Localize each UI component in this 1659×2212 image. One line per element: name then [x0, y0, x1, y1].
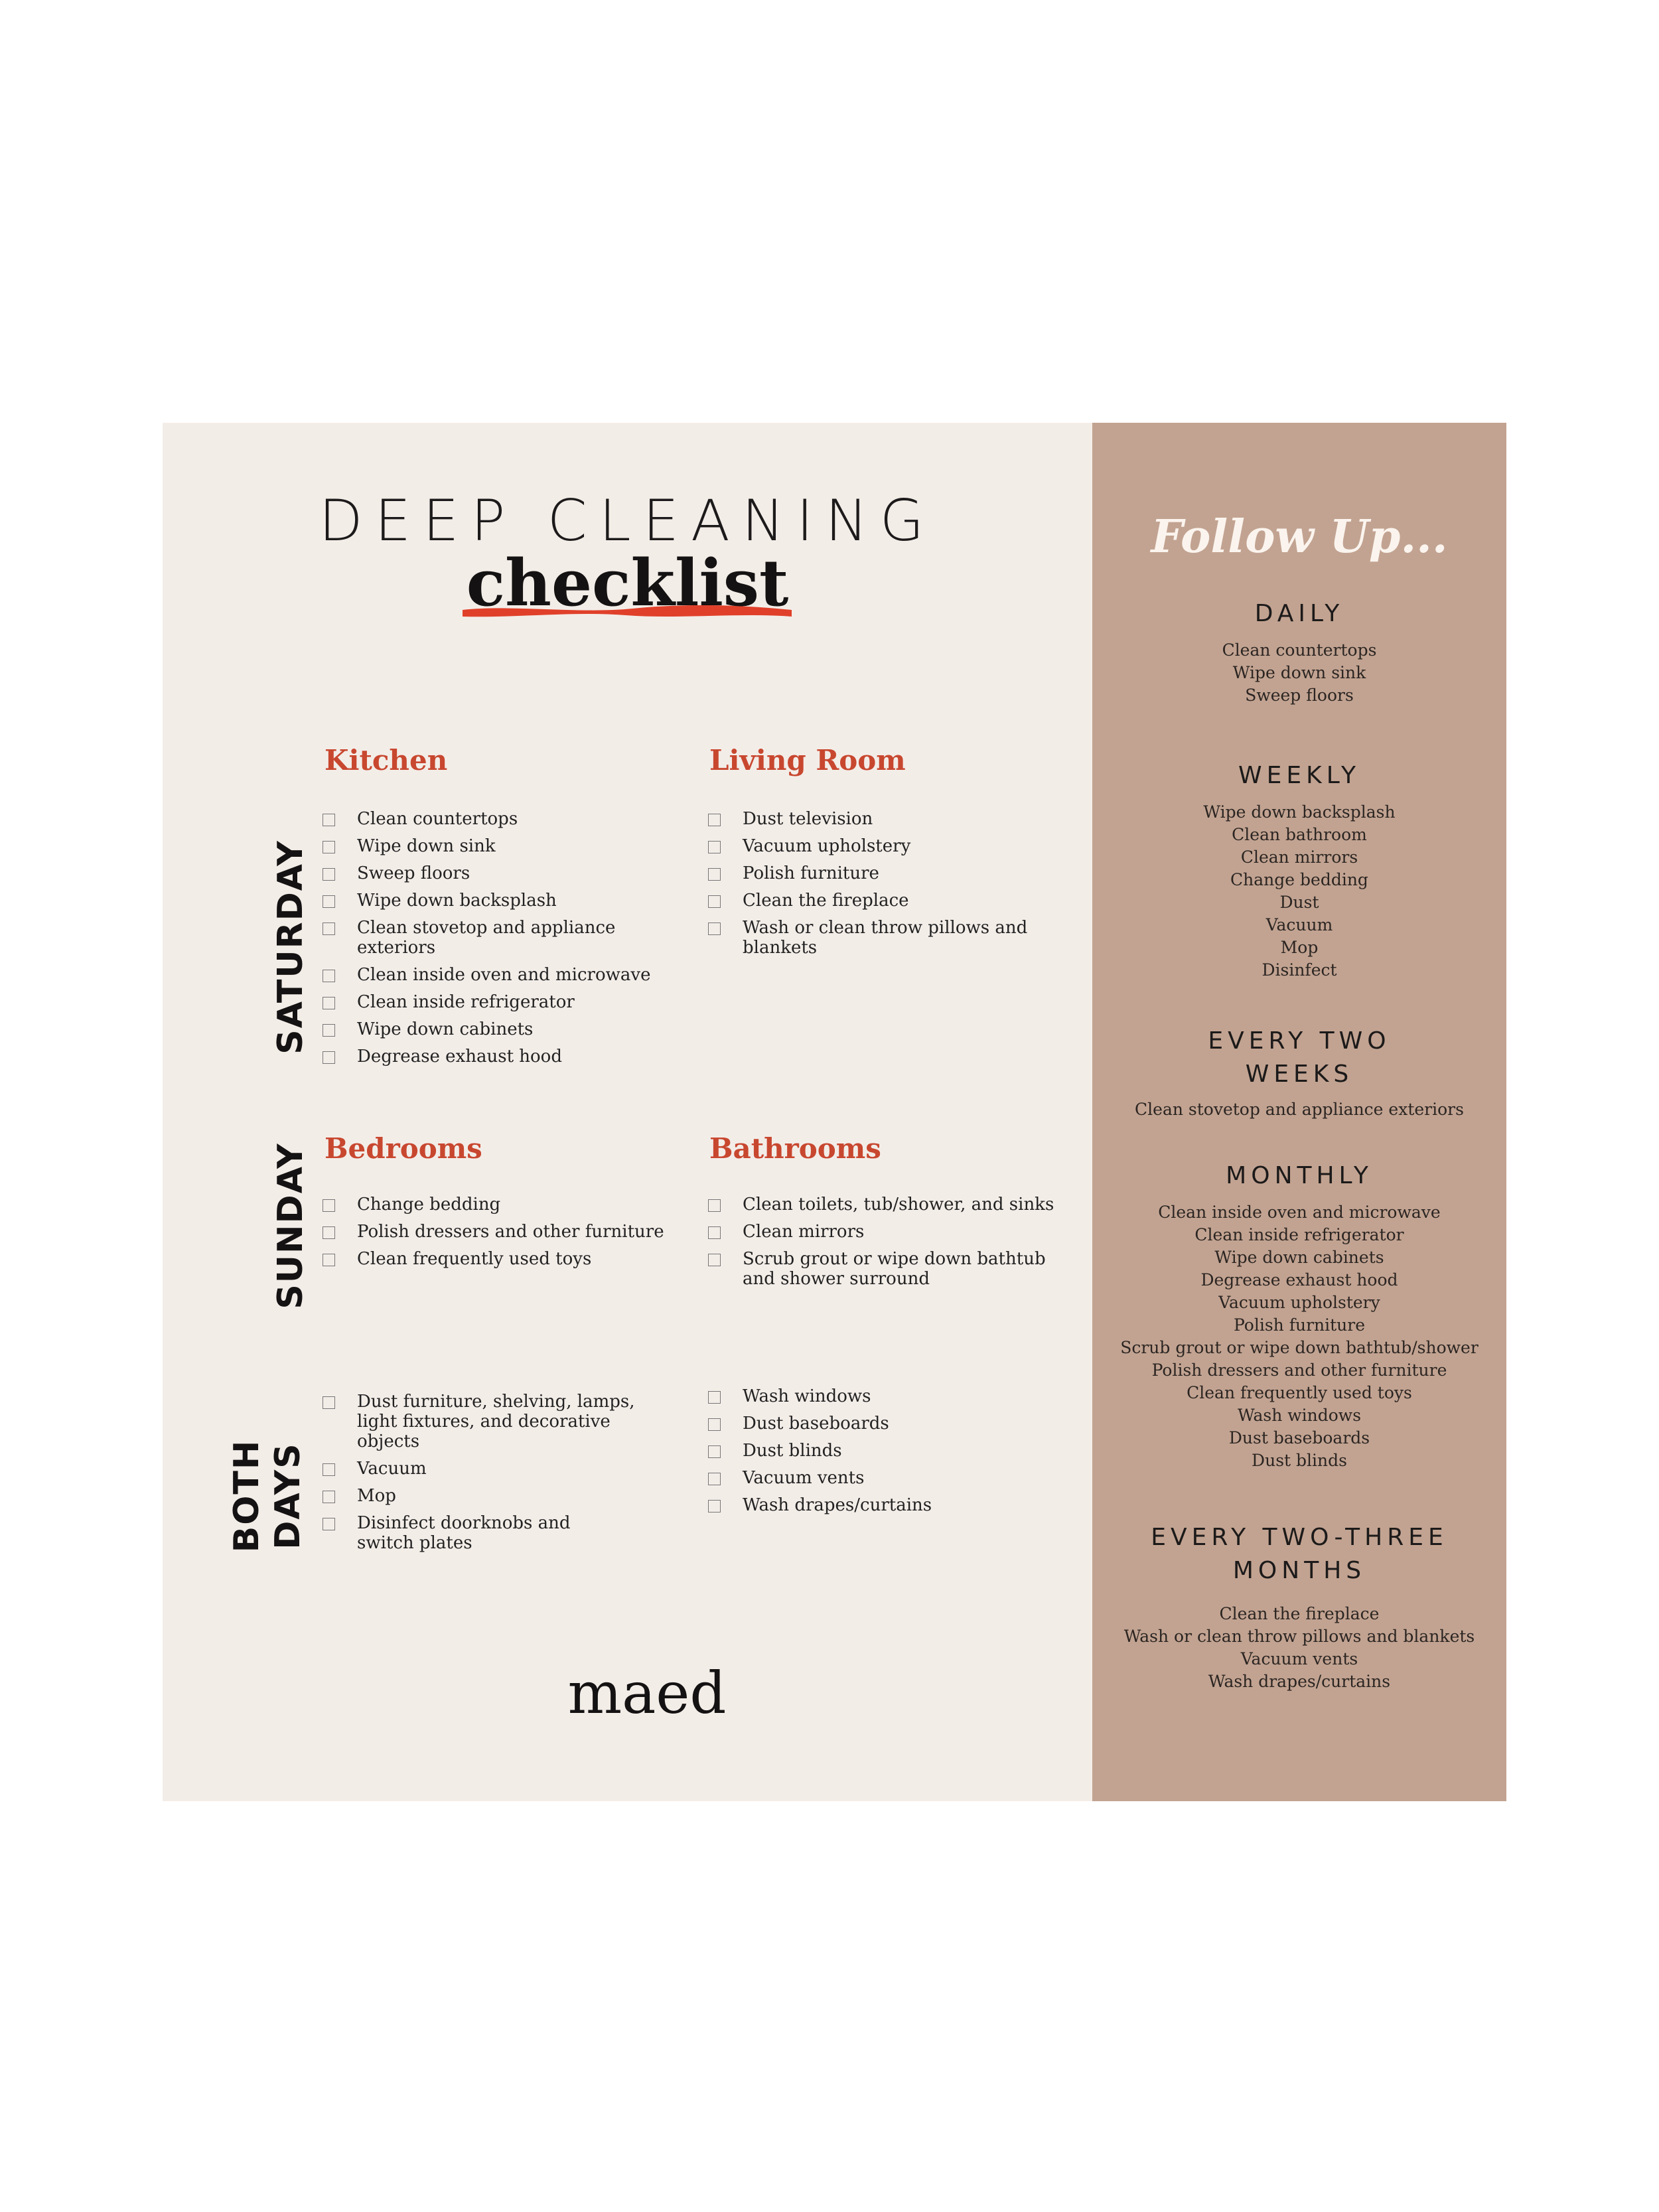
checklist-item[interactable]: Polish furniture — [708, 863, 1040, 883]
list-item: Polish furniture — [1233, 1315, 1366, 1335]
both-days-line-1: BOTH — [227, 1439, 267, 1553]
checkbox[interactable] — [708, 1418, 721, 1431]
checkbox[interactable] — [708, 868, 721, 881]
checklist-item[interactable]: Clean the fireplace — [708, 891, 1040, 911]
checklist-item[interactable]: Clean frequently used toys — [323, 1249, 681, 1269]
both-days-checklist-left — [323, 1392, 654, 1560]
checkbox[interactable] — [323, 1518, 335, 1530]
checkbox[interactable] — [323, 895, 335, 908]
checkbox[interactable] — [323, 1491, 335, 1503]
checklist-item[interactable]: Clean toilets, tub/shower, and sinks — [708, 1195, 1080, 1215]
checklist-item[interactable]: Polish dressers and other furniture — [323, 1222, 681, 1242]
list-item: Vacuum vents — [1240, 1649, 1358, 1668]
list-item: Wash or clean throw pillows and blankets — [1123, 1627, 1475, 1646]
every-two-three-months-list — [1092, 1603, 1506, 1693]
checkbox[interactable] — [708, 814, 721, 826]
checklist-item[interactable]: Dust blinds — [708, 1441, 1040, 1461]
list-item: Dust blinds — [1252, 1451, 1347, 1470]
checklist-item[interactable]: Vacuum upholstery — [708, 836, 1040, 856]
list-item: Clean bathroom — [1232, 825, 1367, 844]
list-item: Clean inside refrigerator — [1194, 1225, 1404, 1244]
checkbox[interactable] — [708, 1445, 721, 1458]
checklist-item[interactable]: Wipe down sink — [323, 836, 668, 856]
checkbox[interactable] — [323, 970, 335, 982]
checkbox[interactable] — [708, 1226, 721, 1239]
list-item: Sweep floors — [1245, 686, 1354, 705]
checkbox[interactable] — [323, 1024, 335, 1037]
checklist-item[interactable]: Clean inside refrigerator — [323, 992, 668, 1012]
checkbox[interactable] — [323, 814, 335, 826]
day-label-sunday: SUNDAY — [271, 1142, 311, 1309]
both-days-checklist-right — [708, 1386, 1040, 1522]
list-item: Wash windows — [1237, 1406, 1362, 1425]
checklist-item[interactable]: Scrub grout or wipe down bathtub and shower surround — [708, 1249, 1074, 1289]
checkbox[interactable] — [708, 1500, 721, 1512]
checkbox[interactable] — [708, 1473, 721, 1485]
checklist-item[interactable]: Wash windows — [708, 1386, 1040, 1406]
every-two-three-months-heading: EVERY TWO-THREE MONTHS — [1151, 1524, 1448, 1584]
list-item: Dust baseboards — [1228, 1428, 1370, 1447]
checkbox[interactable] — [708, 895, 721, 908]
daily-list — [1092, 639, 1506, 707]
checkbox[interactable] — [323, 997, 335, 1009]
list-item: Clean countertops — [1222, 640, 1377, 660]
list-item: Clean inside oven and microwave — [1158, 1203, 1441, 1222]
checkbox[interactable] — [323, 841, 335, 853]
checkbox[interactable] — [708, 841, 721, 853]
list-item: Polish dressers and other furniture — [1151, 1361, 1447, 1380]
bathrooms-checklist — [708, 1195, 1080, 1296]
list-item: Vacuum — [1265, 915, 1333, 934]
checkbox[interactable] — [708, 1391, 721, 1404]
section-title-kitchen: Kitchen — [325, 744, 448, 776]
brand-logo: maed — [567, 1660, 727, 1727]
weekly-list — [1092, 801, 1506, 982]
checklist-item[interactable]: Dust furniture, shelving, lamps, light fixtures, and decorative objects — [323, 1392, 669, 1451]
checkbox[interactable] — [323, 1226, 335, 1239]
list-item: Wipe down backsplash — [1203, 802, 1396, 822]
checklist-item[interactable]: Vacuum vents — [708, 1468, 1040, 1488]
checkbox[interactable] — [708, 1199, 721, 1212]
every-two-weeks-list — [1092, 1098, 1506, 1121]
checkbox[interactable] — [708, 1254, 721, 1266]
list-item: Scrub grout or wipe down bathtub/shower — [1120, 1338, 1479, 1357]
checklist-item[interactable]: Degrease exhaust hood — [323, 1047, 668, 1067]
every-two-weeks-heading: EVERY TWO WEEKS — [1208, 1027, 1391, 1088]
follow-up-title: Follow Up... — [1151, 510, 1448, 563]
monthly-list — [1092, 1201, 1506, 1472]
list-item: Clean mirrors — [1240, 848, 1358, 867]
checkbox[interactable] — [323, 868, 335, 881]
checkbox[interactable] — [323, 1463, 335, 1476]
checkbox[interactable] — [323, 1254, 335, 1266]
checklist-item[interactable]: Vacuum — [323, 1459, 654, 1479]
both-days-line-2: DAYS — [268, 1442, 308, 1550]
title-line-1: DEEP CLEANING — [319, 488, 936, 554]
list-item: Dust — [1279, 893, 1319, 912]
checklist-item[interactable]: Sweep floors — [323, 863, 668, 883]
daily-heading: DAILY — [1254, 600, 1344, 627]
checkbox[interactable] — [708, 922, 721, 935]
checkbox[interactable] — [323, 922, 335, 935]
title-line-2: checklist — [466, 546, 789, 621]
follow-up-panel — [1092, 423, 1506, 1801]
checkbox[interactable] — [323, 1051, 335, 1064]
living-room-checklist — [708, 809, 1040, 965]
checklist-item[interactable]: Wipe down cabinets — [323, 1019, 668, 1039]
checkbox[interactable] — [323, 1199, 335, 1212]
kitchen-checklist — [323, 809, 668, 1074]
checklist-item[interactable]: Clean stovetop and appliance exteriors — [323, 918, 656, 958]
list-item: Degrease exhaust hood — [1200, 1270, 1398, 1290]
list-item: Wipe down cabinets — [1214, 1248, 1384, 1267]
day-label-saturday: SATURDAY — [271, 840, 311, 1055]
checklist-item[interactable]: Clean mirrors — [708, 1222, 1080, 1242]
monthly-heading: MONTHLY — [1226, 1162, 1373, 1189]
checklist-card — [163, 423, 1506, 1801]
checklist-item[interactable]: Clean inside oven and microwave — [323, 965, 668, 985]
checklist-item[interactable]: Disinfect doorknobs and switch plates — [323, 1513, 609, 1553]
section-title-living-room: Living Room — [709, 744, 906, 776]
checklist-item[interactable]: Clean countertops — [323, 809, 668, 829]
day-label-both-days — [226, 1423, 309, 1569]
list-item: Disinfect — [1262, 960, 1337, 980]
bedrooms-checklist — [323, 1195, 681, 1276]
checklist-item[interactable]: Mop — [323, 1486, 654, 1506]
list-item: Clean stovetop and appliance exteriors — [1135, 1100, 1464, 1119]
checklist-item[interactable]: Wipe down backsplash — [323, 891, 668, 911]
list-item: Clean frequently used toys — [1187, 1383, 1412, 1402]
checklist-item[interactable]: Dust baseboards — [708, 1414, 1040, 1434]
list-item: Wipe down sink — [1232, 663, 1366, 682]
section-title-bedrooms: Bedrooms — [325, 1132, 482, 1165]
section-title-bathrooms: Bathrooms — [709, 1132, 881, 1165]
checklist-item[interactable]: Wash drapes/curtains — [708, 1495, 1040, 1515]
checklist-item[interactable]: Wash or clean throw pillows and blankets — [708, 918, 1035, 958]
checkbox[interactable] — [323, 1396, 335, 1409]
list-item: Clean the fireplace — [1219, 1604, 1380, 1623]
list-item: Mop — [1280, 938, 1319, 957]
list-item: Vacuum upholstery — [1218, 1293, 1380, 1312]
checklist-item[interactable]: Dust television — [708, 809, 1040, 829]
checklist-item[interactable]: Change bedding — [323, 1195, 681, 1215]
list-item: Wash drapes/curtains — [1208, 1672, 1391, 1691]
list-item: Change bedding — [1230, 870, 1368, 889]
weekly-heading: WEEKLY — [1238, 762, 1360, 789]
